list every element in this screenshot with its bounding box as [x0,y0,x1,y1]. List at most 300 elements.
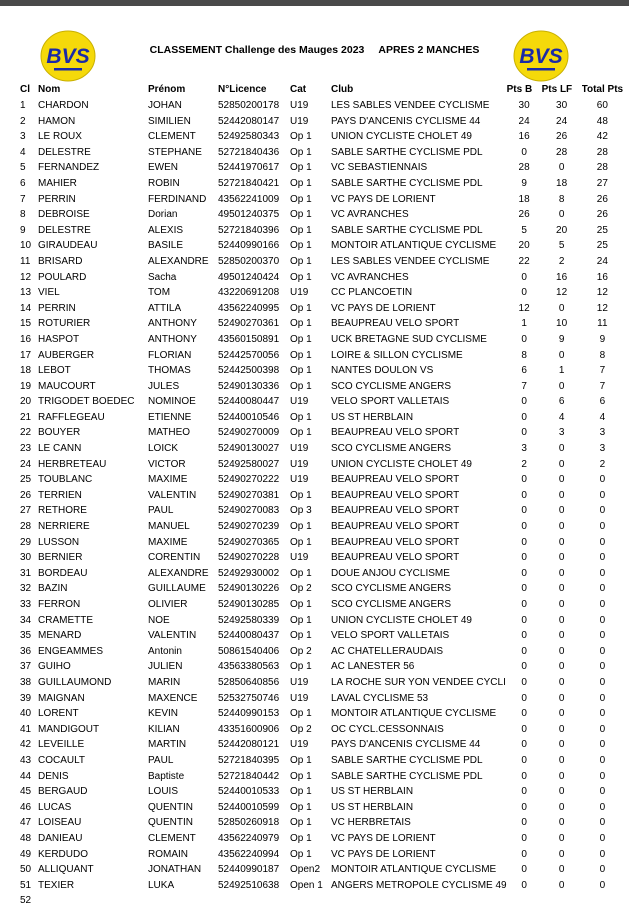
table-row [20,363,623,379]
header-nom: Nom [38,84,61,96]
cell-total: 0 [599,676,606,688]
cell-pts-lf: 0 [558,848,565,860]
cell-pts-lf: 28 [556,146,568,158]
cell-cl: 24 [20,458,32,470]
cell-club: NANTES DOULON VS [331,365,434,377]
cell-licence: 43560150891 [218,333,280,345]
cell-cat: U19 [290,458,309,470]
cell-pts-lf: 0 [558,754,565,766]
cell-total: 9 [599,333,606,345]
cell-cat: U19 [290,474,309,486]
cell-licence: 52440010546 [218,411,280,423]
cell-cl: 15 [20,318,32,330]
cell-total: 0 [599,552,606,564]
cell-cl: 26 [20,489,32,501]
cell-pts-b: 0 [521,832,527,844]
cell-total: 0 [599,848,606,860]
cell-pts-lf: 24 [556,115,568,127]
cell-total: 24 [596,255,608,267]
table-row [20,223,623,239]
cell-prenom: Baptiste [148,770,185,782]
cell-nom: MAHIER [38,177,77,189]
cell-prenom: Sacha [148,271,177,283]
cell-prenom: ALEXANDRE [148,255,209,267]
cell-cl: 50 [20,864,32,876]
cell-total: 0 [599,770,606,782]
cell-total: 0 [599,754,606,766]
cell-cat: U19 [290,287,309,299]
cell-pts-b: 30 [518,100,530,111]
cell-cl: 33 [20,599,32,610]
cell-cat: Op 1 [290,333,312,345]
cell-prenom: ANTHONY [148,333,197,345]
cell-total: 0 [599,832,606,844]
cell-cl: 39 [20,692,32,704]
header-cat: Cat [290,84,307,96]
table-row [20,270,623,286]
cell-cat [290,893,331,909]
cell-prenom: ALEXANDRE [148,567,209,579]
cell-nom: LEBOT [38,365,71,377]
cell-cat: Op 1 [290,131,312,143]
cell-prenom: JULES [148,380,180,392]
cell-nom: HERBRETEAU [38,458,107,470]
cell-pts-b: 0 [521,614,527,626]
cell-total [582,893,623,909]
cell-licence: 43562241009 [218,193,280,205]
cell-total: 7 [599,380,606,392]
cell-licence: 52442570056 [218,349,280,361]
cell-club: VELO SPORT VALLETAIS [331,630,450,642]
cell-club: LES SABLES VENDEE CYCLISME [331,255,490,267]
cell-pts-lf: 0 [558,630,565,642]
cell-cat: Op 1 [290,832,312,844]
cell-cat: Op 1 [290,427,312,439]
cell-nom: TERRIEN [38,489,82,501]
cell-prenom: CLEMENT [148,832,196,844]
cell-cat: U19 [290,396,309,408]
cell-pts-lf: 0 [558,676,565,688]
cell-prenom: GUILLAUME [148,583,206,595]
cell-pts-b: 0 [521,692,527,704]
cell-cat: U19 [290,443,309,455]
table-row [20,425,623,441]
cell-cl: 30 [20,552,32,564]
cell-licence: 52492580343 [218,131,280,143]
cell-total: 28 [596,162,608,174]
cell-licence: 52441970617 [218,162,280,174]
cell-nom: TOUBLANC [38,474,93,486]
cell-total: 0 [599,692,606,704]
cell-cl: 49 [20,848,32,860]
cell-pts-b: 18 [518,193,530,205]
cell-cat: Op 1 [290,177,312,189]
cell-cl: 19 [20,380,32,392]
cell-club [331,893,507,909]
table-row [20,176,623,192]
table-row [20,441,623,457]
cell-club: UCK BRETAGNE SUD CYCLISME [331,333,487,345]
cell-cl: 44 [20,770,32,782]
cell-licence: 52492510638 [218,879,280,891]
cell-club: CC PLANCOETIN [331,287,413,299]
cell-club: SABLE SARTHE CYCLISME PDL [331,177,483,189]
cell-total: 26 [596,193,608,205]
cell-cat: Open2 [290,864,321,876]
cell-nom: RETHORE [38,505,87,517]
cell-pts-b: 22 [518,255,530,267]
cell-cl: 23 [20,443,32,455]
cell-pts-lf: 4 [558,411,565,423]
table-row [20,706,623,722]
cell-prenom: KEVIN [148,708,179,720]
cell-club: SABLE SARTHE CYCLISME PDL [331,754,483,766]
cell-licence: 43563380563 [218,661,280,673]
cell-pts-b: 0 [521,864,527,876]
cell-pts-b: 0 [521,427,527,439]
cell-pts-lf: 0 [558,599,565,610]
cell-pts-lf: 0 [558,302,565,314]
cell-licence: 52492580027 [218,458,280,470]
cell-cat: Op 1 [290,786,312,798]
cell-pts-b: 16 [518,131,530,143]
cell-total: 0 [599,661,606,673]
cell-prenom: LOUIS [148,786,179,798]
cell-total: 0 [599,645,606,657]
table-row [20,488,623,504]
cell-prenom: PAUL [148,505,174,517]
cell-licence: 52490270228 [218,552,280,564]
cell-prenom: PAUL [148,754,174,766]
cell-total: 0 [599,879,606,891]
cell-licence: 52442080121 [218,739,280,751]
table-row [20,348,623,364]
cell-nom: ROTURIER [38,318,91,330]
cell-cl: 20 [20,396,32,408]
table-row [20,238,623,254]
cell-prenom: NOE [148,614,170,626]
cell-prenom: EWEN [148,162,178,174]
cell-cat: Op 2 [290,723,312,735]
cell-pts-lf: 20 [556,224,568,236]
cell-nom: LOISEAU [38,817,82,829]
cell-club: SCO CYCLISME ANGERS [331,443,452,455]
table-row [20,379,623,395]
cell-cl: 14 [20,302,32,314]
cell-pts-b: 0 [521,817,527,829]
cell-nom: PERRIN [38,193,76,205]
cell-total: 48 [596,115,608,127]
cell-pts-lf: 10 [556,318,568,330]
cell-cat: Op 1 [290,255,312,267]
cell-nom: CRAMETTE [38,614,93,626]
cell-pts-lf: 16 [556,271,568,283]
cell-prenom: ALEXIS [148,224,184,236]
cell-cl: 1 [20,100,26,111]
cell-pts-lf: 0 [558,521,565,533]
cell-licence: 43351600906 [218,723,280,735]
cell-pts-lf: 0 [558,739,565,751]
header-licence: N°Licence [218,84,267,96]
cell-cat: Op 1 [290,614,312,626]
cell-pts-lf: 18 [556,177,568,189]
cell-pts-b: 0 [521,676,527,688]
cell-club: VC HERBRETAIS [331,817,411,829]
cell-licence: 43562240995 [218,302,280,314]
cell-cl: 27 [20,505,32,517]
cell-pts-lf: 0 [558,209,565,221]
cell-total: 0 [599,521,606,533]
cell-total: 0 [599,505,606,517]
cell-pts-lf: 0 [558,458,565,470]
cell-prenom: ROBIN [148,177,180,189]
table-row [20,815,623,831]
cell-cat: Op 1 [290,708,312,720]
cell-pts-b: 8 [521,349,527,361]
cell-club: SCO CYCLISME ANGERS [331,380,452,392]
table-row [20,644,623,660]
cell-cat: Op 1 [290,630,312,642]
cell-prenom: ETIENNE [148,411,192,423]
cell-pts-lf: 0 [558,536,565,548]
cell-prenom: Dorian [148,209,178,221]
cell-pts-lf: 0 [558,614,565,626]
cell-club: US ST HERBLAIN [331,801,414,813]
cell-cl: 48 [20,832,32,844]
cell-nom: BERNIER [38,552,83,564]
cell-cat: Op 1 [290,848,312,860]
cell-total: 0 [599,817,606,829]
cell-nom: ALLIQUANT [38,864,94,876]
cell-nom: LUCAS [38,801,72,813]
cell-club: BEAUPREAU VELO SPORT [331,427,460,439]
cell-licence: 52490130285 [218,599,280,610]
cell-club: BEAUPREAU VELO SPORT [331,552,460,564]
table-row [20,784,623,800]
cell-club: UNION CYCLISTE CHOLET 49 [331,131,472,143]
title-text: CLASSEMENT Challenge des Mauges 2023 [149,44,365,56]
cell-pts-b: 0 [521,489,527,501]
cell-pts-lf [542,893,582,909]
cell-cl: 22 [20,427,32,439]
cell-licence: 52490270009 [218,427,280,439]
cell-club: PAYS D'ANCENIS CYCLISME 44 [331,739,481,751]
cell-cat: U19 [290,552,309,564]
table-row [20,831,623,847]
table-row [20,207,623,223]
cell-pts-lf: 0 [558,162,565,174]
cell-pts-b: 0 [521,723,527,735]
cell-cl: 35 [20,630,32,642]
cell-pts-lf: 5 [558,240,565,252]
cell-prenom: LOICK [148,443,179,455]
cell-pts-b: 0 [521,411,527,423]
cell-cat: Op 1 [290,380,312,392]
cell-pts-lf: 0 [558,801,565,813]
cell-club: BEAUPREAU VELO SPORT [331,474,460,486]
cell-prenom: STEPHANE [148,146,202,158]
cell-total: 42 [596,131,608,143]
cell-prenom: SIMILIEN [148,115,191,127]
subtitle-text: APRES 2 MANCHES [378,44,480,56]
cell-licence: 52490130027 [218,443,280,455]
cell-nom: DELESTRE [38,146,91,158]
cell-cl: 41 [20,723,32,735]
cell-pts-lf: 0 [558,583,565,595]
table-row [20,769,623,785]
cell-prenom: MAXIME [148,474,188,486]
cell-cl: 9 [20,224,26,236]
table-row [20,285,623,301]
cell-total: 0 [599,723,606,735]
cell-cl: 4 [20,146,26,158]
cell-cl: 42 [20,739,32,751]
table-row [20,613,623,629]
cell-pts-lf: 0 [558,832,565,844]
cell-club: VC SEBASTIENNAIS [331,162,428,174]
cell-nom: TRIGODET BOEDEC [38,396,135,408]
cell-cl: 16 [20,333,32,345]
cell-club: US ST HERBLAIN [331,786,414,798]
table-row [20,519,623,535]
table-row [20,457,623,473]
cell-pts-lf: 0 [558,723,565,735]
cell-cat: Op 1 [290,349,312,361]
table-row [20,160,623,176]
cell-total: 12 [596,302,608,314]
cell-cl: 13 [20,287,32,299]
cell-pts-b: 3 [521,443,527,455]
table-row [20,675,623,691]
cell-total: 27 [596,177,608,189]
cell-cat: U19 [290,676,309,688]
cell-total: 0 [599,801,606,813]
cell-pts-lf: 0 [558,489,565,501]
cell-club: PAYS D'ANCENIS CYCLISME 44 [331,115,481,127]
cell-club: SABLE SARTHE CYCLISME PDL [331,770,483,782]
cell-pts-b: 0 [521,661,527,673]
cell-prenom: QUENTIN [148,801,193,813]
table-row [20,192,623,208]
cell-prenom [148,893,218,909]
cell-nom: MANDIGOUT [38,723,100,735]
table-row [20,581,623,597]
cell-licence: 43562240994 [218,848,280,860]
cell-prenom: CLEMENT [148,131,196,143]
cell-nom: BRISARD [38,255,83,267]
cell-pts-b: 0 [521,583,527,595]
cell-cat: Open 1 [290,879,323,891]
cell-cat: Op 1 [290,162,312,174]
cell-club: VC AVRANCHES [331,209,409,221]
cell-cl: 6 [20,177,26,189]
cell-club: LA ROCHE SUR YON VENDEE CYCLI [331,676,506,688]
table-row [20,316,623,332]
table-row [20,98,623,114]
cell-nom: LE ROUX [38,131,82,143]
svg-text:BVS: BVS [46,45,90,68]
cell-cl: 5 [20,162,26,174]
cell-prenom: FERDINAND [148,193,207,205]
cell-nom: LEVEILLE [38,739,85,751]
cell-pts-b: 0 [521,770,527,782]
cell-cl: 29 [20,536,32,548]
cell-pts-lf: 0 [558,786,565,798]
cell-prenom: MANUEL [148,521,190,533]
table-row [20,410,623,426]
cell-licence: 52721840442 [218,770,280,782]
cell-licence: 52850640856 [218,676,280,688]
cell-total: 0 [599,489,606,501]
cell-pts-lf: 0 [558,692,565,704]
cell-total: 25 [596,224,608,236]
cell-cl: 51 [20,879,32,891]
cell-cat: Op 1 [290,770,312,782]
cell-licence: 52490270239 [218,521,280,533]
cell-nom: LUSSON [38,536,80,548]
cell-total: 7 [599,365,606,377]
cell-total: 0 [599,614,606,626]
cell-pts-b: 0 [521,505,527,517]
ranking-table [20,82,623,909]
cell-club: BEAUPREAU VELO SPORT [331,505,460,517]
cell-licence: 49501240375 [218,209,280,221]
cell-licence: 52440010599 [218,801,280,813]
cell-pts-lf: 0 [558,380,565,392]
cell-total: 8 [599,349,606,361]
cell-licence: 52442500398 [218,365,280,377]
cell-nom: FERNANDEZ [38,162,100,174]
cell-prenom: LUKA [148,879,175,891]
cell-cat: Op 1 [290,661,312,673]
table-row [20,878,623,894]
cell-prenom: THOMAS [148,365,191,377]
cell-club: LAVAL CYCLISME 53 [331,692,429,704]
cell-pts-lf: 0 [558,645,565,657]
header-total: Total Pts [581,84,624,96]
cell-total: 0 [599,864,606,876]
cell-cat: Op 1 [290,302,312,314]
cell-pts-b: 0 [521,599,527,610]
cell-cl: 3 [20,131,26,143]
cell-nom: HASPOT [38,333,80,345]
cell-nom: DENIS [38,770,69,782]
cell-pts-b: 5 [521,224,527,236]
cell-pts-b: 0 [521,287,527,299]
cell-pts-b: 7 [521,380,527,392]
cell-pts-b: 0 [521,271,527,283]
cell-pts-lf: 0 [558,474,565,486]
cell-cat: U19 [290,692,309,704]
cell-nom: GUIHO [38,661,71,673]
cell-total: 0 [599,536,606,548]
cell-pts-b: 12 [518,302,530,314]
cell-total: 0 [599,739,606,751]
cell-cl: 40 [20,708,32,720]
cell-club: SCO CYCLISME ANGERS [331,599,452,610]
cell-pts-b: 0 [521,567,527,579]
cell-pts-b: 20 [518,240,530,252]
cell-nom: MAUCOURT [38,380,96,392]
cell-pts-b: 0 [521,474,527,486]
table-row [20,550,623,566]
cell-cl: 17 [20,349,32,361]
cell-club: BEAUPREAU VELO SPORT [331,536,460,548]
cell-club: VC PAYS DE LORIENT [331,302,436,314]
cell-cl: 18 [20,365,32,377]
cell-nom: DELESTRE [38,224,91,236]
cell-nom: ENGEAMMES [38,645,104,657]
